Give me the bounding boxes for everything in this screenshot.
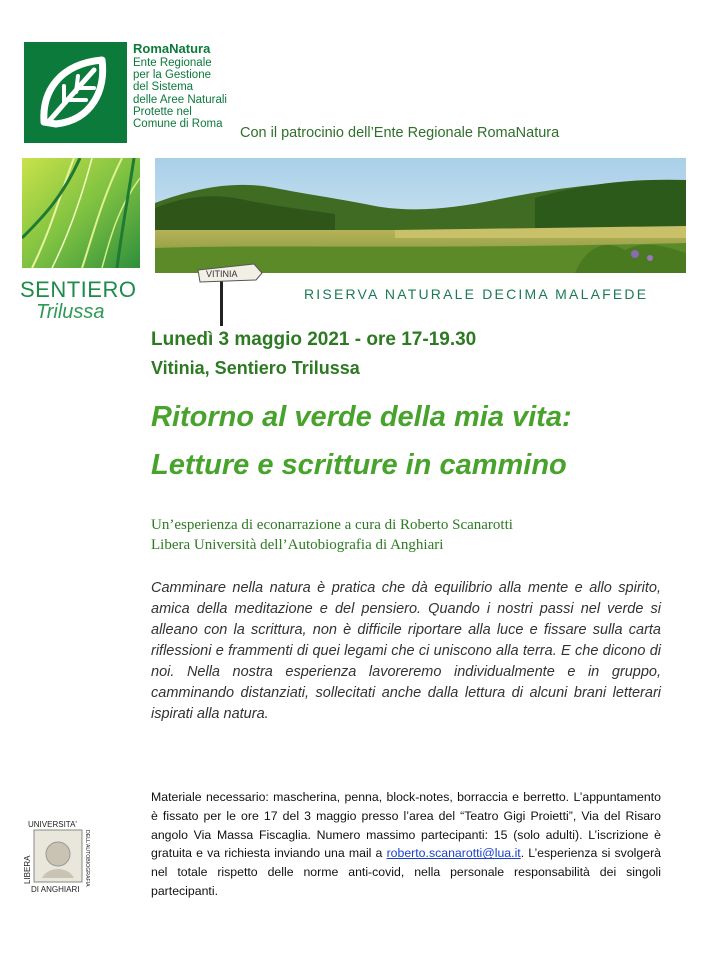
romanatura-text [133, 42, 243, 130]
subtitle-line1: Un’esperienza di econarrazione a cura di Roberto Scanarotti [151, 517, 513, 533]
event-title-line2: Letture e scritture in cammino [151, 449, 567, 481]
romanatura-line: delle Aree Naturali [133, 93, 227, 106]
lua-emblem [20, 820, 98, 896]
portrait-icon [46, 842, 70, 866]
landscape-photo [155, 158, 686, 273]
lua-bottom-label: DI ANGHIARI [31, 885, 80, 894]
sentiero-trilussa-logo-graphic [22, 158, 140, 268]
romanatura-name: RomaNatura [133, 41, 211, 56]
romanatura-logo [24, 42, 127, 143]
vitinia-signpost [196, 262, 266, 326]
event-subtitle [151, 515, 513, 555]
lua-right-label: DELL'AUTOBIOGRAFIA [84, 830, 90, 887]
grass-icon [22, 158, 140, 268]
signpost-icon [196, 262, 266, 326]
event-place: Vitinia, Sentiero Trilussa [151, 358, 360, 378]
materials-paragraph [151, 788, 661, 901]
romanatura-line: Comune di Roma [133, 118, 223, 131]
landscape-image [155, 158, 686, 273]
patronage-text: Con il patrocinio dell’Ente Regionale RomaNatura [240, 125, 560, 141]
riserva-caption: RISERVA NATURALE DECIMA MALAFEDE [304, 286, 649, 302]
materials-text-end: . L’esperienza si svolgerà nel totale rispetto delle norme anti-covid, nella personale responsabilità dei singoli partecipanti. [151, 846, 661, 898]
subtitle-line2: Libera Università dell’Autobiografia di Anghiari [151, 537, 444, 553]
lua-left-label: LIBERA [23, 855, 32, 884]
libera-universita-logo [20, 820, 98, 896]
event-date: Lunedì 3 maggio 2021 - ore 17-19.30 [151, 329, 477, 350]
description-paragraph: Camminare nella natura è pratica che dà equilibrio alla mente e allo spirito, amica della meditazione e del pensiero. Quando i nostri passi nel verde si alleano con la scrittura, non è difficile riportare alla luce e fissare sulla carta riflessioni e frammenti di quei legami che ci uniscono alla terra. E che dicono di noi. Nella nostra esperienza lavoreremo individualmente e in gruppo, camminando distanziati, sollecitati anche dalla lettura di alcuni brani letterari ispirati alla natura. [151, 580, 661, 722]
email-link[interactable]: roberto.scanarotti@lua.it [386, 846, 521, 861]
sentiero-label: SENTIERO [20, 277, 137, 302]
romanatura-line: del Sistema [133, 81, 194, 94]
materials-text: Materiale necessario: mascherina, penna, block-notes, borraccia e berretto. L’appuntamento è fissato per le ore 17 del 3 maggio presso l’area del “Teatro Gigi Proietti”, Via del Risaro angolo Via Massa Fiscaglia. Numero massimo partecipanti: 15 (solo adulti). L’iscrizione è gratuita e va richiesta inviando una mail a [151, 790, 661, 861]
trilussa-label: Trilussa [36, 301, 105, 323]
romanatura-line: Ente Regionale [133, 57, 212, 69]
leaf-icon [24, 42, 127, 143]
signpost-label: VITINIA [206, 269, 238, 279]
lua-top-label: UNIVERSITA' [28, 820, 77, 829]
romanatura-line: per la Gestione [133, 69, 211, 82]
romanatura-line: Protette nel [133, 105, 192, 118]
event-title-line1: Ritorno al verde della mia vita: [151, 401, 572, 433]
